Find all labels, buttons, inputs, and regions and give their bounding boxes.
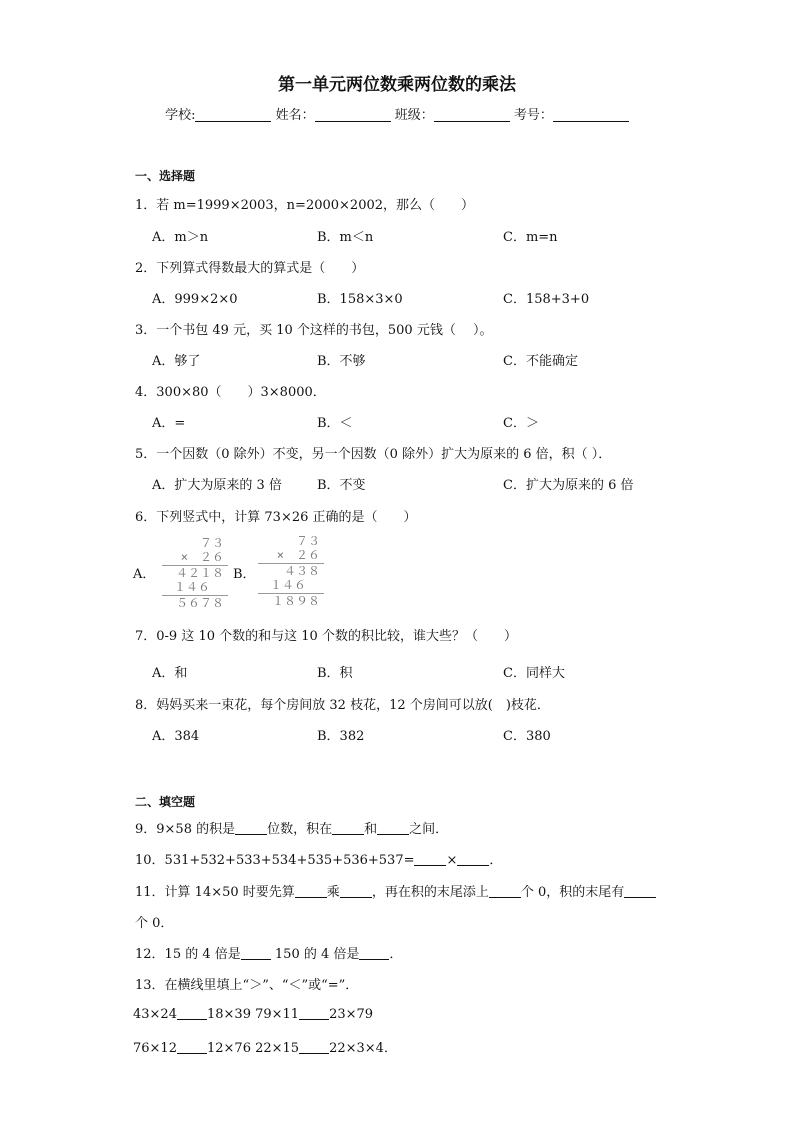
q6-option-b[interactable]: B． [233, 567, 256, 582]
student-info-line [0, 104, 794, 123]
q6-option-a[interactable]: A． [133, 567, 156, 582]
question-12: 12．15 的 4 倍是 150 的 4 倍是 ． [135, 947, 403, 962]
q6-vertical-calc-b [256, 534, 326, 608]
question-8: 8．妈妈买来一束花，每个房间放 32 枝花，12 个房间可以放( )枝花． [135, 698, 550, 713]
q9-blank-3[interactable] [377, 821, 409, 835]
q3-option-b[interactable]: B．不够 [317, 354, 366, 369]
q2-option-c[interactable]: C．158+3+0 [503, 292, 590, 307]
q10-blank-1[interactable] [414, 852, 446, 866]
q4-option-c[interactable]: C．＞ [503, 416, 539, 431]
exam-no-label: 考号： [513, 108, 553, 123]
question-10: 10．531+532+533+534+535+536+537= × ． [135, 853, 503, 868]
name-label: 姓名： [275, 108, 315, 123]
q1-option-a[interactable]: A．m＞n [152, 230, 209, 245]
school-blank[interactable] [195, 107, 271, 122]
class-label: 班级： [394, 108, 434, 123]
q7-option-c[interactable]: C．同样大 [503, 666, 565, 681]
question-4: 4．300×80（ ）3×8000． [135, 385, 326, 400]
calc-b-multiplier: × ２６ [276, 548, 320, 562]
question-11: 11．计算 14×50 时要先算 乘 ，再在积的末尾添上 个 0，积的末尾有 [135, 881, 656, 900]
school-label: 学校: [165, 108, 196, 123]
calc-a-partial-2: １４６ [173, 580, 210, 594]
q11-blank-1[interactable] [295, 884, 327, 898]
question-2: 2．下列算式得数最大的算式是（ ） [135, 261, 365, 276]
q8-option-b[interactable]: B．382 [317, 729, 365, 744]
q13-blank-1[interactable] [177, 1006, 207, 1020]
question-13: 13．在横线里填上“＞”、“＜”或“=”． [135, 978, 359, 993]
question-1: 1．若 m=1999×2003，n=2000×2002，那么（ ） [135, 198, 475, 213]
page-title: 第一单元两位数乘两位数的乘法 [278, 75, 516, 95]
calc-b-multiplicand: ７３ [295, 534, 320, 548]
q13-row-1: 43×24 18×39 79×11 23×79 [133, 1007, 374, 1022]
q11-blank-2[interactable] [340, 884, 372, 898]
q11-blank-4[interactable] [624, 884, 656, 898]
q1-option-b[interactable]: B．m＜n [317, 230, 374, 245]
section-title-fill: 二、填空题 [135, 795, 196, 809]
q2-option-a[interactable]: A．999×2×0 [152, 292, 238, 307]
question-11-line-2: 个 0． [135, 916, 174, 931]
q9-blank-1[interactable] [235, 821, 267, 835]
calc-a-product: ５６７８ [175, 596, 224, 610]
question-7: 7．0-9 这 10 个数的和与这 10 个数的积比较，谁大些？（ ） [135, 629, 517, 644]
q8-option-c[interactable]: C．380 [503, 729, 551, 744]
question-5: 5．一个因数（0 除外）不变，另一个因数（0 除外）扩大为原来的 6 倍，积（ ）． [135, 447, 612, 462]
q3-option-c[interactable]: C．不能确定 [503, 354, 578, 369]
q13-row-2: 76×12 12×76 22×15 22×3×4． [133, 1041, 397, 1056]
q2-option-b[interactable]: B．158×3×0 [317, 292, 403, 307]
calc-a-multiplier: × ２６ [180, 550, 224, 564]
q13-blank-4[interactable] [299, 1040, 329, 1054]
calc-a-multiplicand: ７３ [199, 536, 224, 550]
q4-option-a[interactable]: A．= [152, 416, 186, 431]
q8-option-a[interactable]: A．384 [152, 729, 200, 744]
q5-option-b[interactable]: B．不变 [317, 478, 366, 493]
calc-a-partial-1: ４２１８ [175, 566, 224, 580]
section-title-choice: 一、选择题 [135, 169, 196, 183]
q1-option-c[interactable]: C．m=n [503, 230, 558, 245]
question-3: 3．一个书包 49 元，买 10 个这样的书包，500 元钱（ ）。 [135, 323, 493, 338]
calc-b-product: １８９８ [271, 594, 320, 608]
calc-b-partial-2: １４６ [269, 578, 306, 592]
q7-option-a[interactable]: A．和 [152, 666, 188, 681]
q12-blank-1[interactable] [241, 946, 271, 960]
q12-blank-2[interactable] [359, 946, 389, 960]
q10-blank-2[interactable] [457, 852, 489, 866]
question-6: 6．下列竖式中，计算 73×26 正确的是（ ） [135, 510, 417, 525]
q13-blank-2[interactable] [299, 1006, 329, 1020]
q4-option-b[interactable]: B．＜ [317, 416, 353, 431]
q11-blank-3[interactable] [489, 884, 521, 898]
name-blank[interactable] [315, 107, 391, 122]
calc-b-partial-1: ４３８ [283, 564, 320, 578]
question-9: 9．9×58 的积是 位数，积在 和 之间． [135, 822, 449, 837]
q5-option-a[interactable]: A．扩大为原来的 3 倍 [152, 478, 282, 493]
q3-option-a[interactable]: A．够了 [152, 354, 201, 369]
class-blank[interactable] [434, 107, 510, 122]
q13-blank-3[interactable] [177, 1040, 207, 1054]
q6-vertical-calc-a [160, 536, 230, 610]
exam-no-blank[interactable] [553, 107, 629, 122]
q5-option-c[interactable]: C．扩大为原来的 6 倍 [503, 478, 634, 493]
q9-blank-2[interactable] [332, 821, 364, 835]
q7-option-b[interactable]: B．积 [317, 666, 353, 681]
